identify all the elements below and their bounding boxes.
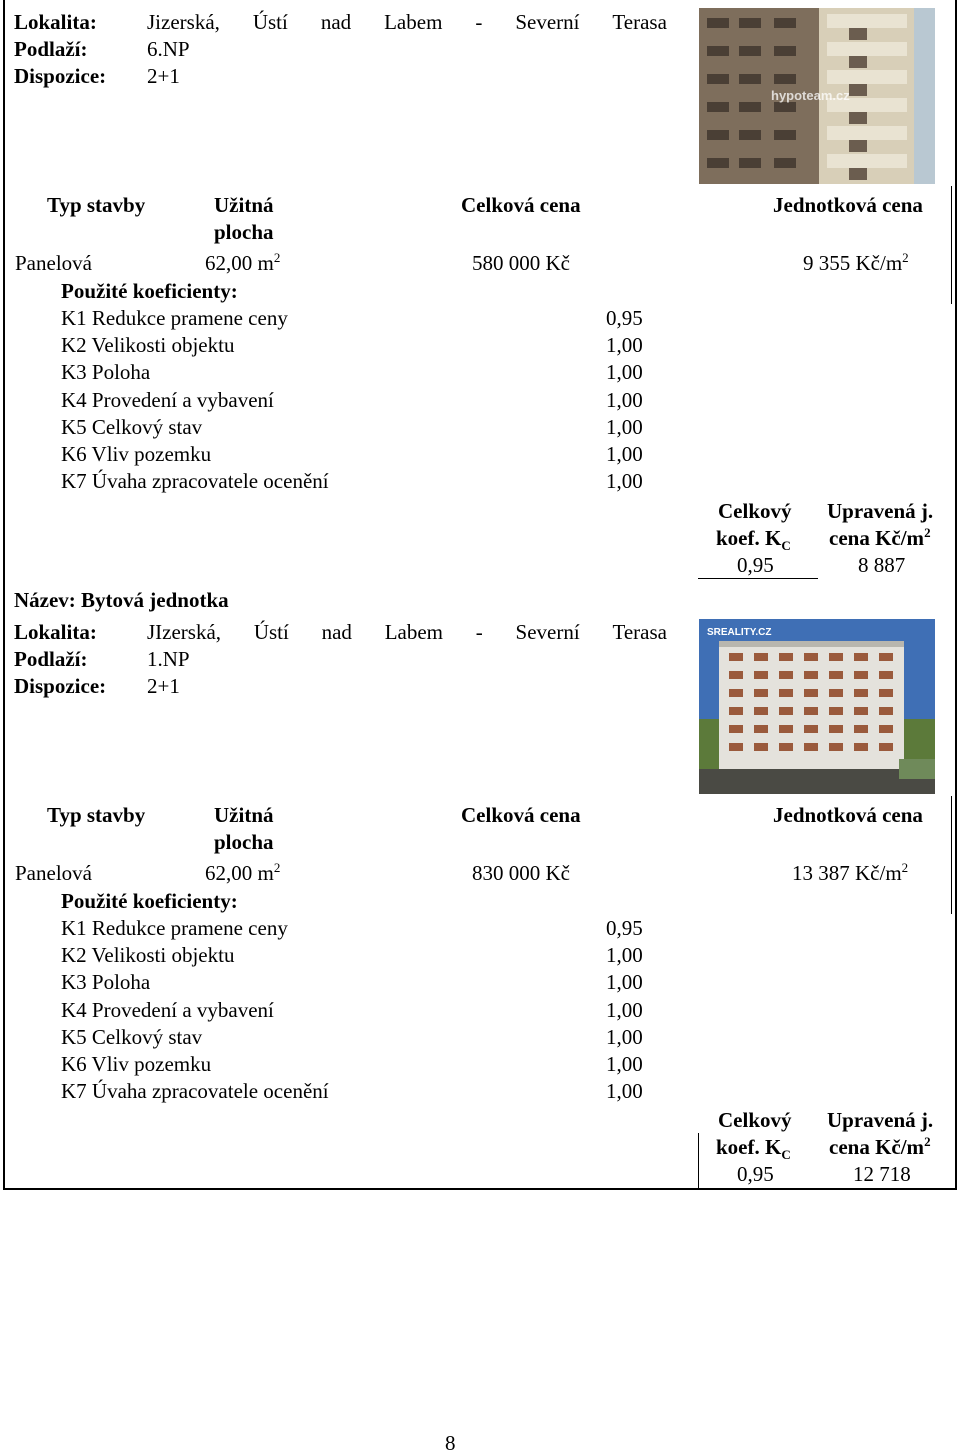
podlazi-value: 6.NP bbox=[147, 37, 190, 61]
page-number: 8 bbox=[445, 1431, 456, 1455]
building-photo-2-graphic bbox=[699, 619, 935, 794]
plocha-sup: 2 bbox=[273, 250, 281, 265]
upravena-cena-sup: 2 bbox=[924, 1134, 931, 1149]
koef-value: 1,00 bbox=[606, 943, 643, 967]
dispozice-label: Dispozice: bbox=[14, 64, 107, 88]
celkovy-koef-header-2 bbox=[716, 1135, 791, 1163]
lokalita-value bbox=[147, 10, 667, 35]
lokalita-word: - bbox=[475, 10, 483, 34]
koef-value: 1,00 bbox=[606, 970, 643, 994]
celkova-cena-header: Celková cena bbox=[461, 193, 581, 217]
upravena-cena-value: 12 718 bbox=[853, 1162, 911, 1186]
koef-value: 1,00 bbox=[606, 1079, 643, 1103]
lokalita-value bbox=[147, 620, 667, 645]
celkovy-koef-header-2 bbox=[716, 526, 791, 554]
lokalita-word: Terasa bbox=[612, 620, 667, 644]
uzitna-header: Užitná bbox=[214, 803, 274, 827]
koef-value: 1,00 bbox=[606, 442, 643, 466]
koef-name: K4 Provedení a vybavení bbox=[61, 998, 274, 1022]
plocha-value bbox=[205, 861, 280, 886]
jednotkova-cena-value bbox=[803, 251, 909, 276]
lokalita-word: Jizerská, bbox=[147, 10, 220, 34]
koef-name: K6 Vliv pozemku bbox=[61, 1052, 212, 1076]
koef-name: K6 Vliv pozemku bbox=[61, 442, 212, 466]
koef-value: 0,95 bbox=[606, 306, 643, 330]
frame-right-line bbox=[955, 0, 957, 1190]
jednotkova-sup: 2 bbox=[901, 860, 909, 875]
jednotkova-text: 9 355 Kč/m bbox=[803, 251, 903, 275]
jednotkova-cena-header: Jednotková cena bbox=[773, 803, 923, 827]
jednotkova-cena-value bbox=[792, 861, 908, 886]
upravena-cena-value: 8 887 bbox=[858, 553, 906, 577]
celkovy-koef-text: koef. K bbox=[716, 1135, 782, 1159]
upravena-cena-header-1: Upravená j. bbox=[827, 499, 934, 523]
pouzite-koeficienty-label: Použité koeficienty: bbox=[61, 279, 238, 303]
lokalita-word: Ústí bbox=[253, 620, 289, 644]
lokalita-word: - bbox=[475, 620, 483, 644]
upravena-cena-header-1: Upravená j. bbox=[827, 1108, 934, 1132]
koef-name: K2 Velikosti objektu bbox=[61, 333, 235, 357]
dispozice-label: Dispozice: bbox=[14, 674, 107, 698]
upravena-cena-text: cena Kč/m bbox=[829, 526, 925, 550]
koef-value: 1,00 bbox=[606, 998, 643, 1022]
celkova-cena-value: 830 000 Kč bbox=[472, 861, 570, 885]
lokalita-word: nad bbox=[320, 10, 352, 34]
celkovy-koef-header-1: Celkový bbox=[718, 1108, 792, 1132]
plocha-text: 62,00 m bbox=[205, 251, 274, 275]
lokalita-word: Ústí bbox=[252, 10, 288, 34]
photo-watermark-2: SREALITY.CZ bbox=[707, 627, 772, 638]
koef-value: 1,00 bbox=[606, 388, 643, 412]
jednotkova-cena-header: Jednotková cena bbox=[773, 193, 923, 217]
celkova-cena-header: Celková cena bbox=[461, 803, 581, 827]
building-photo-1-graphic bbox=[699, 8, 935, 184]
frame-bottom-line bbox=[3, 1188, 957, 1190]
podlazi-label: Podlaží: bbox=[14, 37, 88, 61]
typ-stavby-value: Panelová bbox=[15, 861, 92, 885]
plocha-text: 62,00 m bbox=[205, 861, 274, 885]
koef-value: 0,95 bbox=[606, 916, 643, 940]
jednotkova-text: 13 387 Kč/m bbox=[792, 861, 902, 885]
celkovy-koef-value: 0,95 bbox=[737, 1162, 774, 1186]
koef-name: K1 Redukce pramene ceny bbox=[61, 916, 288, 940]
dispozice-value: 2+1 bbox=[147, 64, 180, 88]
price-box-right-line-2 bbox=[951, 796, 952, 914]
koef-name: K7 Úvaha zpracovatele ocenění bbox=[61, 469, 329, 493]
koef-name: K4 Provedení a vybavení bbox=[61, 388, 274, 412]
koef-value: 1,00 bbox=[606, 1025, 643, 1049]
koef-name: K1 Redukce pramene ceny bbox=[61, 306, 288, 330]
frame-left-line bbox=[3, 0, 5, 1190]
podlazi-label: Podlaží: bbox=[14, 647, 88, 671]
celkovy-koef-text: koef. K bbox=[716, 526, 782, 550]
plocha-value bbox=[205, 251, 280, 276]
typ-stavby-header: Typ stavby bbox=[47, 803, 146, 827]
koef-value: 1,00 bbox=[606, 1052, 643, 1076]
pouzite-koeficienty-label: Použité koeficienty: bbox=[61, 889, 238, 913]
koef-name: K2 Velikosti objektu bbox=[61, 943, 235, 967]
uzitna-header: Užitná bbox=[214, 193, 274, 217]
koef-name: K7 Úvaha zpracovatele ocenění bbox=[61, 1079, 329, 1103]
koef-value: 1,00 bbox=[606, 360, 643, 384]
lokalita-word: Terasa bbox=[612, 10, 667, 34]
nazev-label: Název: Bytová jednotka bbox=[14, 588, 229, 612]
plocha-sup: 2 bbox=[273, 860, 281, 875]
plocha-header: plocha bbox=[214, 830, 274, 854]
plocha-header: plocha bbox=[214, 220, 274, 244]
upravena-cena-header-2 bbox=[829, 1135, 931, 1160]
koef-value: 1,00 bbox=[606, 333, 643, 357]
dispozice-value: 2+1 bbox=[147, 674, 180, 698]
koef-name: K3 Poloha bbox=[61, 360, 151, 384]
lokalita-word: Severní bbox=[515, 10, 580, 34]
koef-name: K5 Celkový stav bbox=[61, 415, 203, 439]
lokalita-word: Labem bbox=[384, 620, 443, 644]
celkovy-koef-sub: C bbox=[781, 538, 791, 554]
building-photo-2 bbox=[699, 619, 935, 794]
lokalita-word: JIzerská, bbox=[147, 620, 222, 644]
celkova-cena-value: 580 000 Kč bbox=[472, 251, 570, 275]
lokalita-label: Lokalita: bbox=[14, 620, 97, 644]
typ-stavby-header: Typ stavby bbox=[47, 193, 146, 217]
lokalita-word: Severní bbox=[515, 620, 580, 644]
lokalita-word: nad bbox=[321, 620, 352, 644]
podlazi-value: 1.NP bbox=[147, 647, 190, 671]
celkovy-koef-value: 0,95 bbox=[737, 553, 774, 577]
price-box-right-line-1 bbox=[951, 186, 952, 304]
photo-watermark-1: hypoteam.cz bbox=[771, 88, 850, 103]
koef-value: 1,00 bbox=[606, 415, 643, 439]
upravena-cena-header-2 bbox=[829, 526, 931, 551]
typ-stavby-value: Panelová bbox=[15, 251, 92, 275]
celkovy-koef-header-1: Celkový bbox=[718, 499, 792, 523]
koef-name: K5 Celkový stav bbox=[61, 1025, 203, 1049]
upravena-cena-text: cena Kč/m bbox=[829, 1135, 925, 1159]
kc-separator-2 bbox=[698, 1133, 699, 1188]
celkovy-koef-sub: C bbox=[781, 1147, 791, 1163]
jednotkova-sup: 2 bbox=[902, 250, 909, 265]
lokalita-word: Labem bbox=[384, 10, 443, 34]
building-photo-1 bbox=[699, 8, 935, 184]
koef-value: 1,00 bbox=[606, 469, 643, 493]
koef-name: K3 Poloha bbox=[61, 970, 151, 994]
lokalita-label: Lokalita: bbox=[14, 10, 97, 34]
upravena-cena-sup: 2 bbox=[924, 525, 931, 540]
